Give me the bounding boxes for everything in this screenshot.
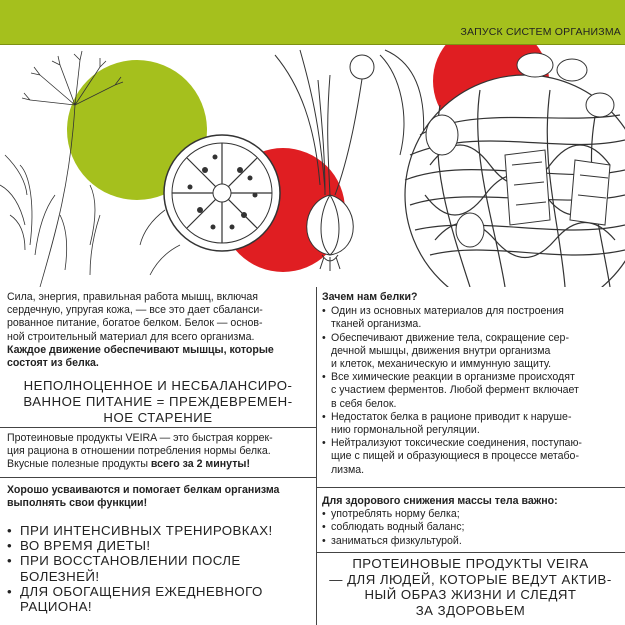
intro-bold-line: состоят из белка. (7, 357, 99, 370)
list-item (322, 521, 622, 534)
slogan-line: — ДЛЯ ЛЮДЕЙ, КОТОРЫЕ ВЕДУТ АКТИВ- (329, 571, 612, 587)
slogan-line: ПРОТЕИНОВЫЕ ПРОДУКТЫ VEIRA (352, 556, 589, 571)
list-item (7, 553, 312, 583)
why-line: и клеток, механическую и иммунную защиту. (331, 358, 552, 371)
why-title: Зачем нам белки? (322, 291, 418, 303)
why-proteins (322, 291, 622, 477)
absorb-line: выполнять свои функции! (7, 497, 148, 510)
intro-text (7, 291, 312, 370)
why-line: нию гормональной регуляции. (331, 424, 480, 437)
why-line: тканей организма. (331, 318, 422, 331)
veira-line: Протеиновые продукты VEIRA — это быстрая коррек- (7, 432, 273, 444)
why-line: лизма. (331, 463, 365, 476)
food-illustration (0, 45, 625, 287)
list-item (322, 411, 622, 437)
veira-plain: Вкусные полезные продукты (7, 458, 151, 471)
slogan-line: ЗА ЗДОРОВЬЕМ (415, 602, 526, 618)
use-line: • ДЛЯ ОБОГАЩЕНИЯ ЕЖЕДНЕВНОГО (20, 583, 263, 599)
divider (0, 477, 316, 478)
intro-line: Сила, энергия, правильная работа мышц, включая (7, 291, 259, 303)
header-bar (0, 0, 625, 45)
page-title: ЗАПУСК СИСТЕМ ОРГАНИЗМА (460, 26, 621, 38)
use-line: ПРИ ИНТЕНСИВНЫХ ТРЕНИРОВКАХ! (20, 523, 273, 538)
why-line: • Нейтрализуют токсические соединения, поступаю- (331, 437, 582, 450)
weight-line: соблюдать водный баланс; (331, 521, 465, 534)
slogan-line: ВАННОЕ ПИТАНИЕ = ПРЕЖДЕВРЕМЕН- (23, 394, 293, 409)
list-item (7, 584, 312, 614)
why-line: в себя белок. (331, 397, 397, 410)
uses-list (7, 523, 312, 614)
list-item (322, 332, 622, 372)
why-line: • Все химические реакции в организме происходят (331, 371, 575, 384)
absorb-line: Хорошо усваиваются и помогает белкам организма (7, 484, 280, 496)
list-item (7, 523, 312, 538)
why-line: дечной мышцы, движения внутри организма (331, 344, 551, 357)
tomato-icon (164, 135, 280, 251)
use-line: БОЛЕЗНЕЙ! (20, 568, 100, 584)
divider (316, 487, 625, 488)
veira-bold: всего за 2 минуты! (150, 458, 250, 471)
list-item (7, 538, 312, 553)
use-line: РАЦИОНА! (20, 599, 92, 615)
veira-text (7, 432, 312, 472)
why-line: • Недостаток белка в рационе приводит к наруше- (331, 410, 572, 423)
left-slogan (0, 378, 316, 426)
absorb-text (7, 484, 312, 510)
list-item (322, 508, 622, 521)
why-line: с участием ферментов. Любой фермент включает (331, 384, 579, 397)
intro-line: сердечную, упругая кожа, — все это дает сбаланси- (7, 304, 263, 317)
why-line: • Обеспечивают движение тела, сокращение сер- (331, 331, 569, 344)
list-item (322, 305, 622, 331)
list-item (322, 535, 622, 548)
weight-line: заниматься физкультурой. (331, 534, 462, 547)
divider (316, 552, 625, 553)
divider (0, 427, 316, 428)
veira-line: ция рациона в отношении потребления нормы белка. (7, 445, 271, 458)
intro-bold-line: Каждое движение обеспечивают мышцы, которые (7, 343, 274, 356)
weight-loss (322, 495, 622, 548)
veira-line (7, 458, 312, 471)
right-slogan (316, 556, 625, 618)
intro-line: ной строительный материал для всего организма. (7, 330, 255, 343)
slogan-line: НОЕ СТАРЕНИЕ (103, 410, 213, 425)
slogan-line: НЕПОЛНОЦЕННОЕ И НЕСБАЛАНСИРО- (23, 378, 293, 393)
list-item (322, 437, 622, 477)
illustration-svg (0, 45, 625, 287)
weight-title: Для здорового снижения массы тела важно: (322, 495, 558, 507)
weight-line: употреблять норму белка; (331, 508, 460, 521)
why-line: щие с пищей и образующиеся в процессе метабо- (331, 450, 579, 463)
list-item (322, 371, 622, 411)
intro-line: рованное питание, богатое белком. Белок — основ- (7, 317, 263, 330)
use-line: ВО ВРЕМЯ ДИЕТЫ! (20, 538, 151, 554)
why-line: • Один из основных материалов для построения (331, 305, 564, 318)
slogan-line: НЫЙ ОБРАЗ ЖИЗНИ И СЛЕДЯТ (364, 587, 577, 602)
use-line: • ПРИ ВОССТАНОВЛЕНИИ ПОСЛЕ (20, 553, 241, 569)
